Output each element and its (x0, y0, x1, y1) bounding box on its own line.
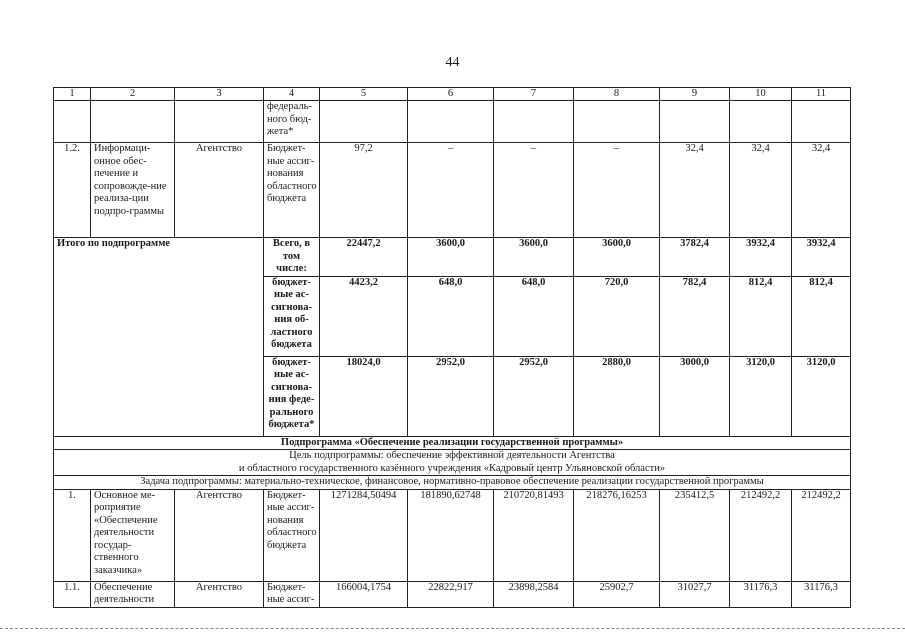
row-number: 1. (54, 489, 91, 581)
table-row (54, 489, 851, 581)
value-cell: 3600,0 (574, 238, 660, 277)
value-cell: 22822,917 (408, 581, 494, 607)
value-cell: 166004,1754 (320, 581, 408, 607)
value-cell: 218276,16253 (574, 489, 660, 581)
value-cell: 2952,0 (494, 356, 574, 436)
value-cell: 3782,4 (660, 238, 730, 277)
value-cell: 812,4 (730, 276, 792, 356)
executor: Агентство (175, 581, 264, 607)
value-cell: 720,0 (574, 276, 660, 356)
header-cell: 9 (660, 88, 730, 101)
value-cell: 212492,2 (792, 489, 851, 581)
header-cell: 8 (574, 88, 660, 101)
row-number: 1.1. (54, 581, 91, 607)
value-cell: 812,4 (792, 276, 851, 356)
value-cell: 1271284,50494 (320, 489, 408, 581)
value-cell: 782,4 (660, 276, 730, 356)
table-row (54, 581, 851, 607)
activity-name: Информаци-онное обес-печение и сопровожде-ние реализа-ции подпро-граммы (91, 143, 175, 238)
value-cell: 97,2 (320, 143, 408, 238)
value-cell: 2880,0 (574, 356, 660, 436)
table-row (54, 143, 851, 238)
header-cell: 5 (320, 88, 408, 101)
header-cell: 1 (54, 88, 91, 101)
goal-line: Цель подпрограммы: обеспечение эффективной деятельности Агентства (289, 450, 615, 461)
activity-name: Обеспечение деятельности (91, 581, 175, 607)
source-cell: бюджет-ные ас-сигнова-ния об-ластного бюджета (264, 276, 320, 356)
activity-name: Основное ме-роприятие «Обеспечение деятельности государ-ственного заказчика» (91, 489, 175, 581)
value-cell: 32,4 (660, 143, 730, 238)
value-cell: 648,0 (494, 276, 574, 356)
value-cell: 31027,7 (660, 581, 730, 607)
goal-line: и областного государственного казённого учреждения «Кадровый центр Ульяновской области» (238, 462, 666, 474)
value-cell: 3932,4 (730, 238, 792, 277)
value-cell: 31176,3 (792, 581, 851, 607)
value-cell: – (574, 143, 660, 238)
executor: Агентство (175, 489, 264, 581)
value-cell: 210720,81493 (494, 489, 574, 581)
subprogram-title: Подпрограмма «Обеспечение реализации государственной программы» (54, 436, 851, 450)
column-number-row (54, 88, 851, 101)
subprogram-title-row (54, 436, 851, 450)
scan-artifact-line (0, 628, 905, 630)
value-cell: – (494, 143, 574, 238)
value-cell: 2952,0 (408, 356, 494, 436)
table-row (54, 101, 851, 143)
page-number: 44 (445, 55, 460, 70)
header-cell: 7 (494, 88, 574, 101)
header-cell: 6 (408, 88, 494, 101)
value-cell: 22447,2 (320, 238, 408, 277)
header-cell: 4 (264, 88, 320, 101)
source-cell: Бюджет-ные ассиг-нования областного бюджета (264, 489, 320, 581)
value-cell: 235412,5 (660, 489, 730, 581)
header-cell: 3 (175, 88, 264, 101)
header-cell: 2 (91, 88, 175, 101)
value-cell: 181890,62748 (408, 489, 494, 581)
source-cell: бюджет-ные ас-сигнова-ния феде-рального бюджета* (264, 356, 320, 436)
source-cell: Бюджет-ные ассиг- (264, 581, 320, 607)
value-cell: 3120,0 (730, 356, 792, 436)
subprogram-task: Задача подпрограммы: материально-техническое, финансовое, нормативно-правовое обеспечение реализации государственной программы (54, 476, 851, 490)
goal-row (54, 450, 851, 476)
value-cell: 32,4 (730, 143, 792, 238)
value-cell: 3120,0 (792, 356, 851, 436)
value-cell: 4423,2 (320, 276, 408, 356)
header-cell: 11 (792, 88, 851, 101)
value-cell: 3000,0 (660, 356, 730, 436)
value-cell: 32,4 (792, 143, 851, 238)
value-cell: 23898,2584 (494, 581, 574, 607)
subprogram-goal (54, 450, 851, 476)
budget-table (53, 87, 851, 608)
executor: Агентство (175, 143, 264, 238)
total-row (54, 238, 851, 277)
row-number: 1.2. (54, 143, 91, 238)
total-label: Итого по подпрограмме (54, 238, 264, 437)
task-row (54, 476, 851, 490)
value-cell: 25902,7 (574, 581, 660, 607)
value-cell: 18024,0 (320, 356, 408, 436)
value-cell: 648,0 (408, 276, 494, 356)
value-cell: 3600,0 (494, 238, 574, 277)
source-cell: федераль-ного бюд-жета* (264, 101, 320, 143)
source-cell: Бюджет-ные ассиг-нования областного бюджета (264, 143, 320, 238)
value-cell: 212492,2 (730, 489, 792, 581)
value-cell: 3932,4 (792, 238, 851, 277)
value-cell: 31176,3 (730, 581, 792, 607)
value-cell: – (408, 143, 494, 238)
value-cell: 3600,0 (408, 238, 494, 277)
header-cell: 10 (730, 88, 792, 101)
source-cell: Всего, в том числе: (264, 238, 320, 277)
